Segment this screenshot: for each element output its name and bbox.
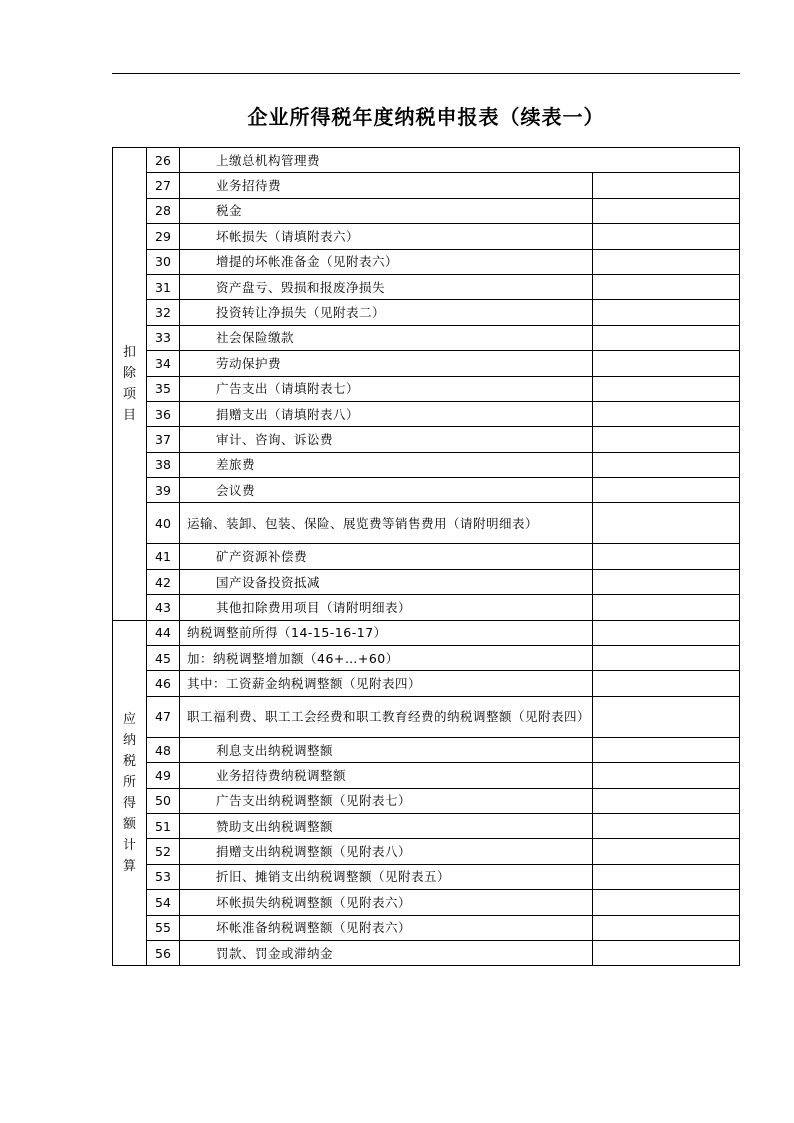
table-row — [113, 864, 740, 889]
table-row — [113, 569, 740, 594]
row-number: 29 — [147, 224, 180, 249]
section-taxable-income: 应纳税所得额计算 — [113, 620, 147, 966]
row-label: 劳动保护费 — [180, 351, 593, 376]
row-label: 广告支出（请填附表七） — [180, 376, 593, 401]
row-number: 47 — [147, 696, 180, 737]
row-label: 罚款、罚金或滞纳金 — [180, 940, 593, 965]
table-row — [113, 427, 740, 452]
row-number: 34 — [147, 351, 180, 376]
amount-cell[interactable] — [593, 376, 740, 401]
table-row — [113, 620, 740, 645]
row-label: 税金 — [180, 198, 593, 223]
table-row — [113, 376, 740, 401]
table-row — [113, 839, 740, 864]
table-row — [113, 696, 740, 737]
header-rule — [112, 73, 740, 74]
amount-cell[interactable] — [593, 300, 740, 325]
amount-cell[interactable] — [593, 249, 740, 274]
section-deduction: 扣除项目 — [113, 148, 147, 621]
amount-cell[interactable] — [593, 595, 740, 620]
amount-cell[interactable] — [593, 696, 740, 737]
amount-cell[interactable] — [593, 503, 740, 544]
row-number: 35 — [147, 376, 180, 401]
page-title: 企业所得税年度纳税申报表（续表一） — [247, 105, 605, 129]
amount-cell[interactable] — [593, 763, 740, 788]
amount-cell[interactable] — [593, 671, 740, 696]
row-number: 49 — [147, 763, 180, 788]
amount-cell[interactable] — [593, 198, 740, 223]
amount-cell[interactable] — [593, 452, 740, 477]
table-row — [113, 148, 740, 173]
amount-cell[interactable] — [593, 813, 740, 838]
amount-cell[interactable] — [593, 839, 740, 864]
row-label: 折旧、摊销支出纳税调整额（见附表五） — [180, 864, 593, 889]
amount-cell[interactable] — [593, 427, 740, 452]
table-row — [113, 763, 740, 788]
amount-cell[interactable] — [593, 620, 740, 645]
table-row — [113, 788, 740, 813]
table-row — [113, 915, 740, 940]
row-label: 会议费 — [180, 478, 593, 503]
row-label: 差旅费 — [180, 452, 593, 477]
row-number: 52 — [147, 839, 180, 864]
row-number: 33 — [147, 325, 180, 350]
amount-cell[interactable] — [593, 890, 740, 915]
table-row — [113, 452, 740, 477]
row-number: 40 — [147, 503, 180, 544]
row-label: 上缴总机构管理费 — [180, 148, 740, 173]
row-number: 53 — [147, 864, 180, 889]
table-row — [113, 478, 740, 503]
table-row — [113, 198, 740, 223]
amount-cell[interactable] — [593, 646, 740, 671]
row-number: 36 — [147, 401, 180, 426]
row-label: 矿产资源补偿费 — [180, 544, 593, 569]
row-label: 运输、装卸、包装、保险、展览费等销售费用（请附明细表） — [180, 503, 593, 544]
table-row — [113, 401, 740, 426]
row-label: 资产盘亏、毁损和报废净损失 — [180, 274, 593, 299]
row-label: 广告支出纳税调整额（见附表七） — [180, 788, 593, 813]
table-row — [113, 274, 740, 299]
row-number: 54 — [147, 890, 180, 915]
row-label: 审计、咨询、诉讼费 — [180, 427, 593, 452]
table-row — [113, 224, 740, 249]
table-row — [113, 503, 740, 544]
row-number: 32 — [147, 300, 180, 325]
row-number: 45 — [147, 646, 180, 671]
row-label: 业务招待费纳税调整额 — [180, 763, 593, 788]
table-row — [113, 595, 740, 620]
row-label: 赞助支出纳税调整额 — [180, 813, 593, 838]
row-label: 职工福利费、职工工会经费和职工教育经费的纳税调整额（见附表四） — [180, 696, 593, 737]
table-row — [113, 737, 740, 762]
row-label: 其他扣除费用项目（请附明细表） — [180, 595, 593, 620]
row-label: 利息支出纳税调整额 — [180, 737, 593, 762]
row-number: 28 — [147, 198, 180, 223]
row-label: 加：纳税调整增加额（46+…+60） — [180, 646, 593, 671]
amount-cell[interactable] — [593, 173, 740, 198]
amount-cell[interactable] — [593, 544, 740, 569]
row-number: 37 — [147, 427, 180, 452]
row-number: 30 — [147, 249, 180, 274]
tax-return-table — [112, 147, 740, 966]
row-number: 48 — [147, 737, 180, 762]
row-label: 增提的坏帐准备金（见附表六） — [180, 249, 593, 274]
table-row — [113, 300, 740, 325]
amount-cell[interactable] — [593, 274, 740, 299]
amount-cell[interactable] — [593, 864, 740, 889]
amount-cell[interactable] — [593, 325, 740, 350]
row-number: 42 — [147, 569, 180, 594]
amount-cell[interactable] — [593, 915, 740, 940]
amount-cell[interactable] — [593, 351, 740, 376]
row-number: 55 — [147, 915, 180, 940]
table-row — [113, 646, 740, 671]
amount-cell[interactable] — [593, 224, 740, 249]
row-number: 56 — [147, 940, 180, 965]
row-label: 业务招待费 — [180, 173, 593, 198]
amount-cell[interactable] — [593, 569, 740, 594]
table-row — [113, 671, 740, 696]
row-label: 捐赠支出（请填附表八） — [180, 401, 593, 426]
row-number: 31 — [147, 274, 180, 299]
row-label: 投资转让净损失（见附表二） — [180, 300, 593, 325]
table-row — [113, 940, 740, 965]
row-number: 51 — [147, 813, 180, 838]
row-label: 社会保险缴款 — [180, 325, 593, 350]
row-number: 50 — [147, 788, 180, 813]
amount-cell[interactable] — [593, 401, 740, 426]
table-row — [113, 325, 740, 350]
row-label: 其中：工资薪金纳税调整额（见附表四） — [180, 671, 593, 696]
row-number: 39 — [147, 478, 180, 503]
table-row — [113, 173, 740, 198]
table-row — [113, 890, 740, 915]
amount-cell[interactable] — [593, 788, 740, 813]
row-label: 坏帐损失纳税调整额（见附表六） — [180, 890, 593, 915]
row-number: 26 — [147, 148, 180, 173]
row-number: 44 — [147, 620, 180, 645]
amount-cell[interactable] — [593, 478, 740, 503]
row-label: 纳税调整前所得（14-15-16-17） — [180, 620, 593, 645]
row-label: 坏帐损失（请填附表六） — [180, 224, 593, 249]
table-row — [113, 813, 740, 838]
row-label: 捐赠支出纳税调整额（见附表八） — [180, 839, 593, 864]
row-label: 坏帐准备纳税调整额（见附表六） — [180, 915, 593, 940]
table-row — [113, 351, 740, 376]
row-number: 27 — [147, 173, 180, 198]
row-number: 38 — [147, 452, 180, 477]
row-number: 43 — [147, 595, 180, 620]
amount-cell[interactable] — [593, 737, 740, 762]
amount-cell[interactable] — [593, 940, 740, 965]
row-number: 46 — [147, 671, 180, 696]
row-number: 41 — [147, 544, 180, 569]
row-label: 国产设备投资抵减 — [180, 569, 593, 594]
table-row — [113, 249, 740, 274]
table-row — [113, 544, 740, 569]
